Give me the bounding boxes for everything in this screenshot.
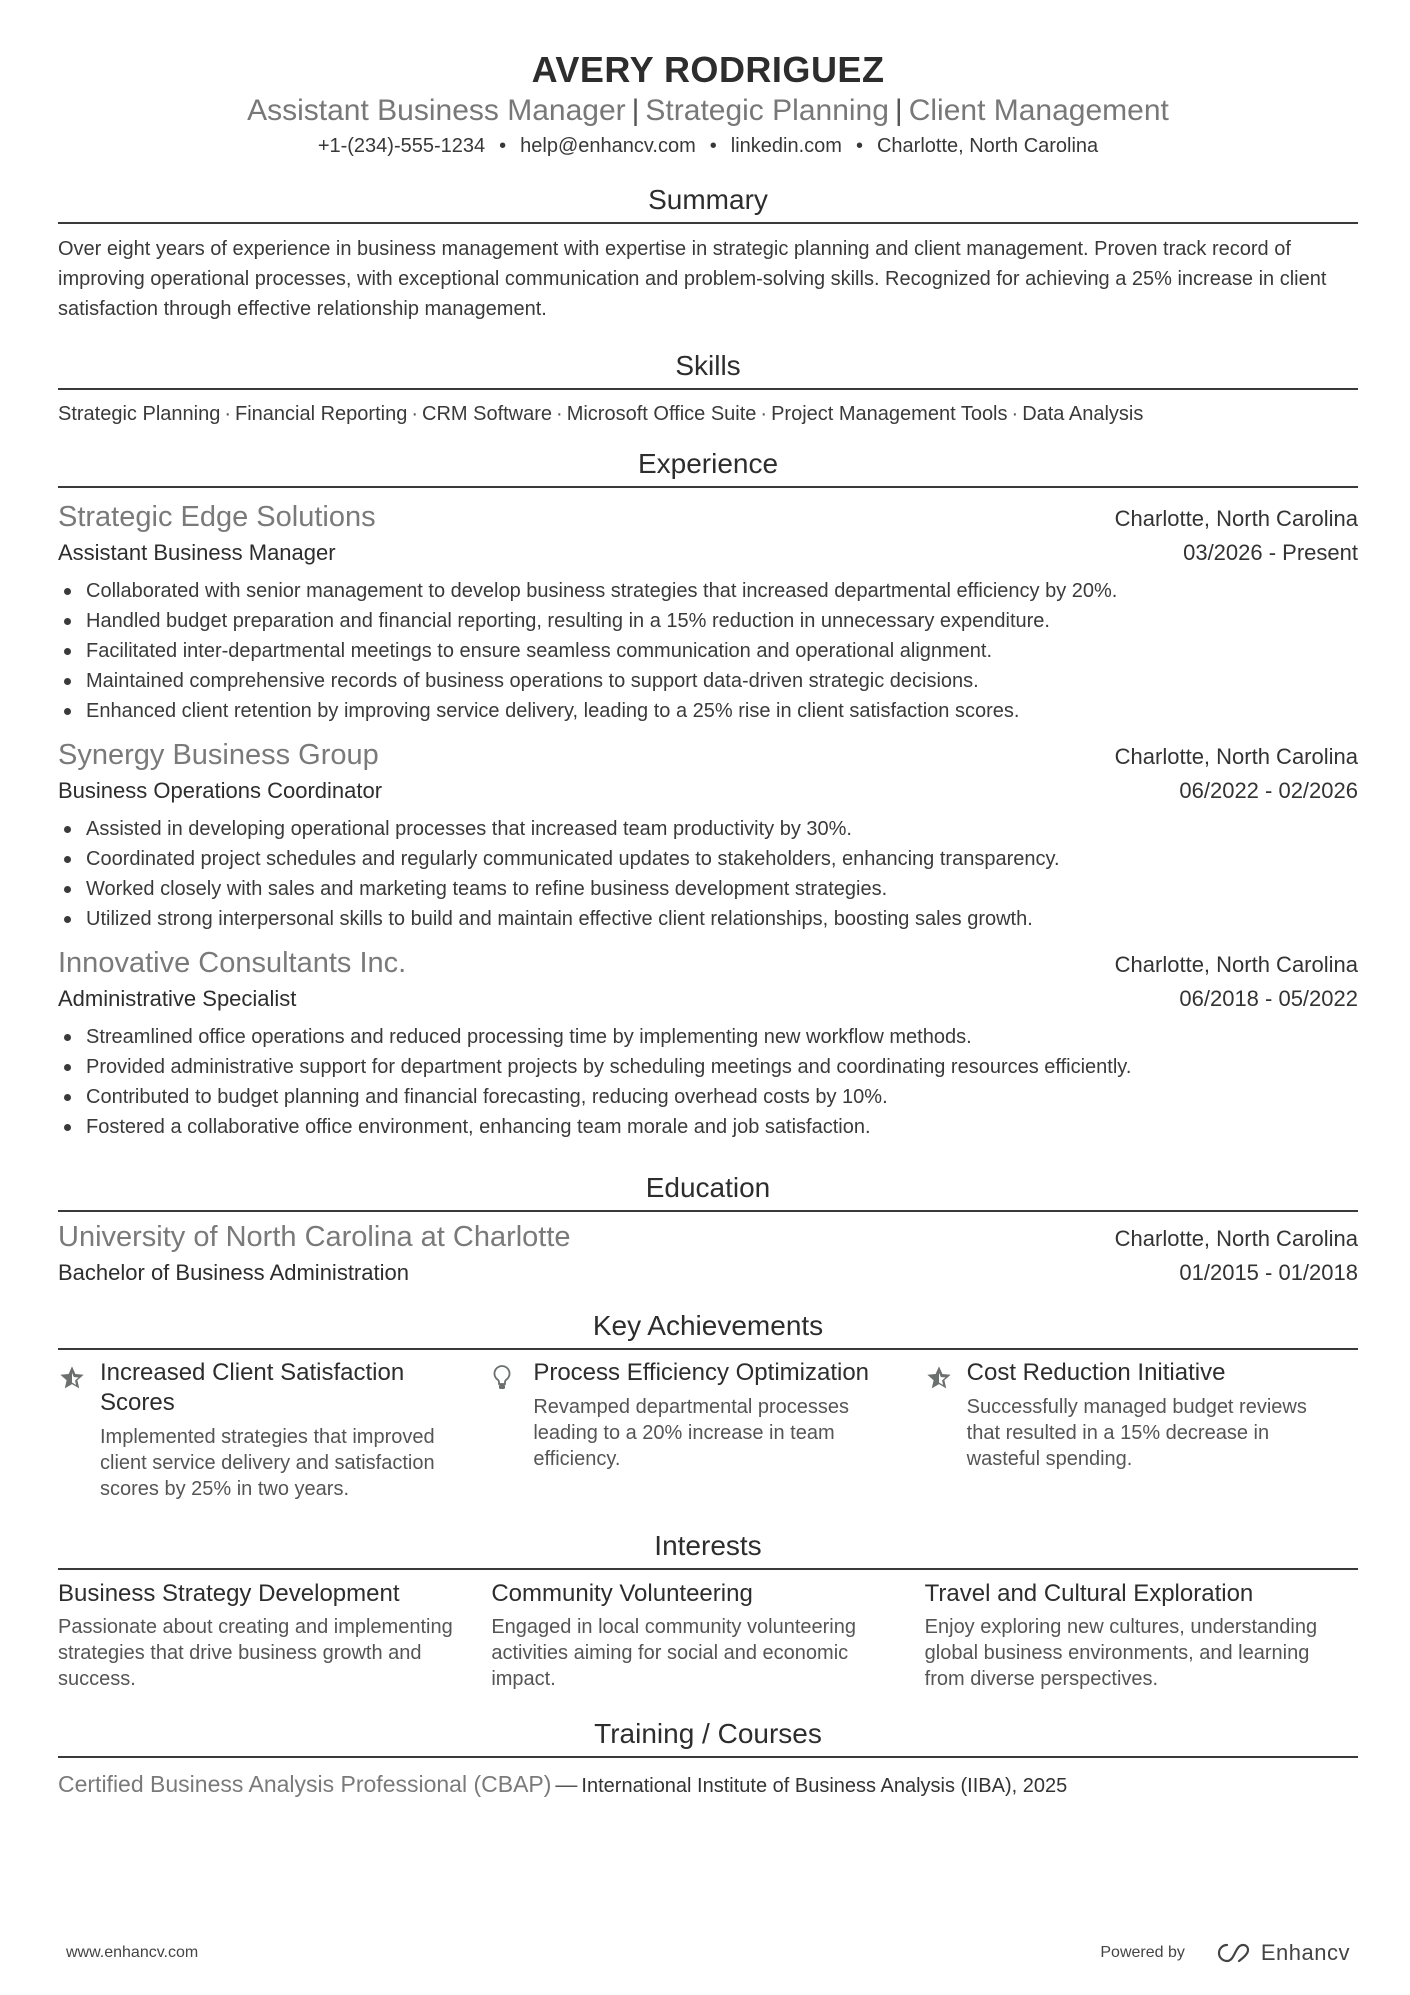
contact-line [58, 132, 1358, 160]
interest-item [58, 1578, 491, 1692]
skill-separator: · [760, 403, 768, 425]
headline-separator: | [631, 94, 640, 127]
resume-header [58, 0, 1358, 160]
job-dates: 03/2026 - Present [1183, 540, 1358, 565]
headline [58, 92, 1358, 130]
interests-grid [58, 1578, 1358, 1692]
skills-section [58, 348, 1358, 428]
bullet-item: Streamlined office operations and reduced processing time by implementing new workflow methods. [58, 1022, 1358, 1052]
enhancv-logo-icon [1213, 1941, 1253, 1965]
lightbulb-icon [491, 1358, 533, 1502]
powered-by-label: Powered by [1100, 1944, 1185, 1961]
enhancv-brand[interactable]: Enhancv [1260, 1940, 1350, 1965]
candidate-name: AVERY RODRIGUEZ [531, 49, 885, 90]
contact-separator: • [709, 135, 717, 157]
job-dates: 06/2022 - 02/2026 [1179, 778, 1358, 803]
job-location: Charlotte, North Carolina [1114, 952, 1358, 977]
resume-page [58, 0, 1358, 1802]
achievement-title: Cost Reduction Initiative [966, 1359, 1226, 1386]
training-name: Certified Business Analysis Professional (CBAP) [58, 1771, 552, 1797]
headline-item: Client Management [908, 94, 1169, 127]
school-location: Charlotte, North Carolina [1114, 1226, 1358, 1251]
bullet-item: Assisted in developing operational processes that increased team productivity by 30%. [58, 814, 1358, 844]
section-title: Summary [58, 182, 1358, 224]
training-section [58, 1716, 1358, 1802]
job-location: Charlotte, North Carolina [1114, 506, 1358, 531]
achievement-title: Increased Client Satisfaction Scores [100, 1359, 405, 1416]
star-icon [58, 1358, 100, 1502]
interests-section [58, 1528, 1358, 1692]
bullet-item: Contributed to budget planning and financial forecasting, reducing overhead costs by 10%. [58, 1082, 1358, 1112]
bullet-item: Worked closely with sales and marketing teams to refine business development strategies. [58, 874, 1358, 904]
page-footer [66, 1940, 1350, 1966]
summary-text: Over eight years of experience in business management with expertise in strategic planning and client management. Proven track record of improving operational processes, with exceptional communication and problem-solving skills. Recognized for achieving a 25% increase in client satisfaction through effective relationship management. [58, 238, 1327, 320]
footer-url-link[interactable]: www.enhancv.com [66, 1944, 199, 1961]
education-section [58, 1170, 1358, 1290]
job-dates: 06/2018 - 05/2022 [1179, 986, 1358, 1011]
degree: Bachelor of Business Administration [58, 1260, 409, 1285]
achievement-title: Process Efficiency Optimization [533, 1359, 870, 1386]
phone[interactable]: +1-(234)-555-1234 [317, 135, 486, 157]
job-title: Administrative Specialist [58, 986, 297, 1011]
email-link[interactable]: help@enhancv.com [520, 135, 696, 157]
job-bullets [58, 1022, 1358, 1142]
interest-description: Engaged in local community volunteering activities aiming for social and economic impact. [491, 1616, 856, 1690]
interest-title: Travel and Cultural Exploration [924, 1580, 1254, 1607]
company-name: Strategic Edge Solutions [58, 501, 376, 533]
training-separator: — [555, 1772, 578, 1797]
achievements-section [58, 1308, 1358, 1502]
section-title: Interests [58, 1528, 1358, 1570]
headline-separator: | [894, 94, 903, 127]
job-bullets [58, 814, 1358, 934]
job-entry [58, 944, 1358, 1142]
job-location: Charlotte, North Carolina [1114, 744, 1358, 769]
interest-title: Community Volunteering [491, 1580, 753, 1607]
contact-separator: • [499, 135, 507, 157]
job-bullets [58, 576, 1358, 726]
school-name: University of North Carolina at Charlotte [58, 1221, 571, 1253]
company-name: Synergy Business Group [58, 739, 379, 771]
skill-separator: · [411, 403, 418, 425]
bullet-item: Handled budget preparation and financial reporting, resulting in a 15% reduction in unnecessary expenditure. [58, 606, 1358, 636]
interest-item [925, 1578, 1358, 1692]
skill-item: Project Management Tools [771, 403, 1008, 425]
achievement-description: Successfully managed budget reviews that resulted in a 15% decrease in wasteful spending. [966, 1396, 1307, 1470]
bullet-item: Utilized strong interpersonal skills to build and maintain effective client relationships, boosting sales growth. [58, 904, 1358, 934]
education-entry [58, 1218, 1358, 1290]
section-title: Experience [58, 446, 1358, 488]
training-item [58, 1768, 1358, 1802]
contact-separator: • [855, 135, 863, 157]
interest-description: Enjoy exploring new cultures, understanding global business environments, and learning from diverse perspectives. [924, 1616, 1318, 1690]
skill-item: CRM Software [422, 403, 553, 425]
headline-item: Strategic Planning [645, 94, 889, 127]
education-dates: 01/2015 - 01/2018 [1179, 1260, 1358, 1285]
achievement-description: Implemented strategies that improved client service delivery and satisfaction scores by 25% in two years. [100, 1426, 435, 1500]
experience-section [58, 446, 1358, 1142]
interest-item [491, 1578, 924, 1692]
section-title: Training / Courses [58, 1716, 1358, 1758]
bullet-item: Fostered a collaborative office environment, enhancing team morale and job satisfaction. [58, 1112, 1358, 1142]
bullet-item: Collaborated with senior management to develop business strategies that increased departmental efficiency by 20%. [58, 576, 1358, 606]
bullet-item: Coordinated project schedules and regularly communicated updates to stakeholders, enhancing transparency. [58, 844, 1358, 874]
company-name: Innovative Consultants Inc. [58, 947, 407, 979]
skills-list [58, 400, 1358, 428]
summary-section [58, 182, 1358, 324]
job-title: Assistant Business Manager [58, 540, 336, 565]
interest-description: Passionate about creating and implementing strategies that drive business growth and success. [58, 1616, 453, 1690]
star-icon [925, 1358, 967, 1502]
job-title: Business Operations Coordinator [58, 778, 383, 803]
section-title: Key Achievements [58, 1308, 1358, 1350]
training-detail: International Institute of Business Analysis (IIBA), 2025 [581, 1775, 1068, 1797]
achievement-description: Revamped departmental processes leading to a 20% increase in team efficiency. [533, 1396, 850, 1470]
interest-title: Business Strategy Development [58, 1580, 400, 1607]
linkedin-link[interactable]: linkedin.com [730, 135, 842, 157]
achievement-item [491, 1358, 924, 1502]
headline-item: Assistant Business Manager [247, 94, 626, 127]
job-entry [58, 498, 1358, 726]
bullet-item: Maintained comprehensive records of business operations to support data-driven strategic decisions. [58, 666, 1358, 696]
powered-by [1100, 1940, 1350, 1966]
skill-separator: · [1011, 403, 1019, 425]
skill-separator: · [224, 403, 231, 425]
achievement-item [925, 1358, 1358, 1502]
bullet-item: Enhanced client retention by improving service delivery, leading to a 25% rise in client satisfaction scores. [58, 696, 1358, 726]
achievement-item [58, 1358, 491, 1502]
section-title: Education [58, 1170, 1358, 1212]
achievements-grid [58, 1358, 1358, 1502]
skill-separator: · [556, 403, 563, 425]
skill-item: Data Analysis [1022, 403, 1144, 425]
skill-item: Financial Reporting [235, 403, 408, 425]
skill-item: Microsoft Office Suite [566, 403, 757, 425]
location: Charlotte, North Carolina [876, 135, 1099, 157]
bullet-item: Provided administrative support for department projects by scheduling meetings and coordinating resources efficiently. [58, 1052, 1358, 1082]
bullet-item: Facilitated inter-departmental meetings to ensure seamless communication and operational alignment. [58, 636, 1358, 666]
section-title: Skills [58, 348, 1358, 390]
skill-item: Strategic Planning [58, 403, 221, 425]
job-entry [58, 736, 1358, 934]
